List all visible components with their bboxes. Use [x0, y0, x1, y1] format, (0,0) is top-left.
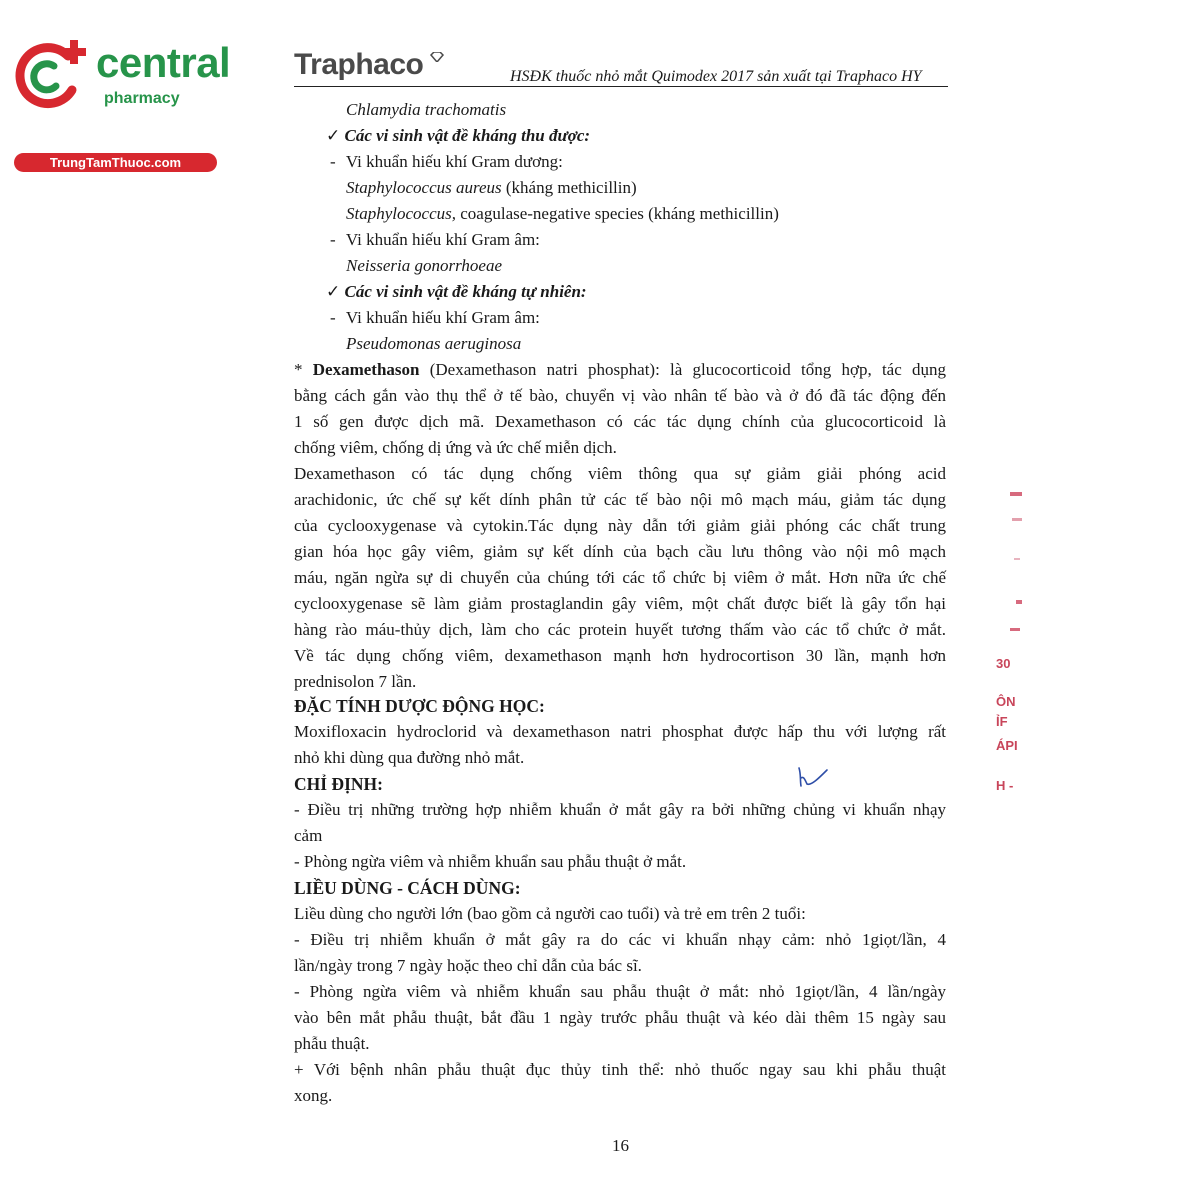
- paragraph-line: - Phòng ngừa viêm và nhiễm khuẩn sau phẫu thuật ở mắt.: [294, 852, 687, 871]
- paragraph-line: bằng cách gắn vào thụ thể ở tế bào, chuyển vị vào nhân tế bào và ở đó đã tác động đến: [294, 386, 946, 405]
- section-heading-pharmacokinetics: ĐẶC TÍNH DƯỢC ĐỘNG HỌC:: [294, 696, 545, 716]
- paragraph-line: nhỏ khi dùng qua đường nhỏ mắt.: [294, 748, 525, 767]
- stamp-fragment: [996, 488, 1036, 798]
- organism-neisseria: Neisseria gonorrhoeae: [346, 256, 502, 275]
- paragraph-line: - Điều trị những trường hợp nhiễm khuẩn ở mắt gây ra bởi những chủng vi khuẩn nhạy: [294, 800, 946, 819]
- list-item: [330, 306, 540, 330]
- paragraph-line: xong.: [294, 1086, 333, 1105]
- organism-chlamydia: Chlamydia trachomatis: [346, 100, 507, 119]
- paragraph-line: + Với bệnh nhân phẫu thuật đục thủy tinh thể: nhỏ thuốc ngay sau khi phẫu thuật: [294, 1060, 946, 1079]
- paragraph-line: - Phòng ngừa viêm và nhiễm khuẩn sau phẫu thuật ở mắt: nhỏ 1giọt/lần, 4 lần/ngày: [294, 982, 946, 1001]
- paragraph-line: cyclooxygenase sẽ làm giảm prostaglandin gây viêm, một chất được biết là gây tổn hại: [294, 594, 946, 613]
- paragraph-line: vào bên mắt phẫu thuật, bắt đầu 1 ngày trước phẫu thuật và kéo dài thêm 15 ngày sau: [294, 1008, 946, 1027]
- paragraph-line: máu, ngăn ngừa sự di chuyển của chúng tới các tổ chức bị viêm ở mắt. Hơn nữa ức chế: [294, 568, 946, 587]
- paragraph-line: phẫu thuật.: [294, 1034, 370, 1053]
- paragraph-line: 1 số gen được dịch mã. Dexamethason có các tác dụng chính của glucocorticoid là: [294, 412, 946, 431]
- species-note: coagulase-negative species (kháng methicillin): [456, 204, 779, 223]
- paragraph-line: cảm: [294, 826, 323, 845]
- dash: -: [330, 230, 336, 249]
- section-heading-indications: CHỈ ĐỊNH:: [294, 774, 383, 794]
- dexamethason-term: Dexamethason: [312, 360, 420, 379]
- organism-staph-aureus: [346, 176, 637, 200]
- dash: -: [330, 308, 336, 327]
- paragraph-line: Moxifloxacin hydroclorid và dexamethason natri phosphat được hấp thu với lượng rất: [294, 722, 946, 741]
- paragraph-line: Về tác dụng chống viêm, dexamethason mạnh hơn hydrocortison 30 lần, mạnh hơn: [294, 646, 946, 665]
- species-name: Staphylococcus,: [346, 204, 456, 223]
- dash: -: [330, 152, 336, 171]
- species-note: (kháng methicillin): [501, 178, 637, 197]
- stamp-marks: [1010, 488, 1024, 638]
- gram-positive-label: Vi khuẩn hiếu khí Gram dương:: [345, 152, 563, 171]
- gram-negative-label: Vi khuẩn hiếu khí Gram âm:: [345, 308, 540, 327]
- check-icon: ✓: [326, 126, 341, 145]
- section-heading-dosage: LIỀU DÙNG - CÁCH DÙNG:: [294, 878, 521, 898]
- stamp-text: ÁPI: [996, 738, 1018, 753]
- signature-mark: [795, 766, 829, 790]
- natural-resistance-heading: [326, 280, 587, 304]
- paragraph-line: lần/ngày trong 7 ngày hoặc theo chỉ dẫn của bác sĩ.: [294, 956, 642, 975]
- stamp-text: ỈF: [996, 714, 1008, 729]
- gram-negative-label: Vi khuẩn hiếu khí Gram âm:: [345, 230, 540, 249]
- watermark-sub: pharmacy: [104, 90, 180, 107]
- stamp-text: ÔN: [996, 694, 1016, 709]
- heading-text: Các vi sinh vật đề kháng thu được:: [344, 126, 591, 145]
- paragraph-line: prednisolon 7 lần.: [294, 672, 417, 691]
- page-number: 16: [612, 1136, 629, 1155]
- bullet-star: *: [294, 360, 313, 379]
- paragraph-line: của cyclooxygenase và cytokin.Tác dụng này dẫn tới giảm giải phóng các chất trung: [294, 516, 946, 535]
- check-icon: ✓: [326, 282, 341, 301]
- organism-pseudomonas: Pseudomonas aeruginosa: [346, 334, 522, 353]
- diamond-icon: [430, 52, 444, 62]
- paragraph-line: [294, 358, 946, 382]
- traphaco-logo: Traphaco: [294, 48, 424, 81]
- list-item: [330, 150, 563, 174]
- header-rule: [294, 86, 948, 87]
- species-name: Staphylococcus aureus: [346, 178, 502, 197]
- paragraph-line: arachidonic, ức chế sự kết dính phân tử các tế bào nội mô mạch máu, giảm tác dụng: [294, 490, 946, 509]
- watermark-brand: central: [96, 39, 231, 86]
- pharmacy-cross-logo-icon: [10, 36, 90, 116]
- paragraph-line: gian hóa học gây viêm, giảm sự kết dính của bạch cầu lưu thông vào nội mô mạch: [294, 542, 946, 561]
- paragraph-line: Dexamethason có tác dụng chống viêm thông qua sự giảm giải phóng acid: [294, 464, 946, 483]
- paragraph-text: (Dexamethason natri phosphat): là glucocorticoid tổng hợp, tác dụng: [419, 360, 947, 379]
- header-title: HSĐK thuốc nhỏ mắt Quimodex 2017 sản xuất tại Traphaco HY: [510, 68, 922, 85]
- paragraph-line: chống viêm, chống dị ứng và ức chế miễn dịch.: [294, 438, 617, 457]
- stamp-text: H -: [996, 778, 1014, 793]
- central-pharmacy-watermark: [8, 36, 231, 170]
- list-item: [330, 228, 540, 252]
- paragraph-line: - Điều trị nhiễm khuẩn ở mắt gây ra do các vi khuẩn nhạy cảm: nhỏ 1giọt/lần, 4: [294, 930, 946, 949]
- watermark-site: TrungTamThuoc.com: [14, 153, 217, 172]
- acquired-resistance-heading: [326, 124, 590, 148]
- paragraph-line: Liều dùng cho người lớn (bao gồm cả người cao tuổi) và trẻ em trên 2 tuổi:: [294, 904, 806, 923]
- organism-staph-cons: [346, 202, 779, 226]
- heading-text: Các vi sinh vật đề kháng tự nhiên:: [344, 282, 587, 301]
- stamp-text: 30: [996, 656, 1011, 671]
- paragraph-line: hàng rào máu-thủy dịch, làm cho các protein huyết tương thấm vào các tổ chức ở mắt.: [294, 620, 946, 639]
